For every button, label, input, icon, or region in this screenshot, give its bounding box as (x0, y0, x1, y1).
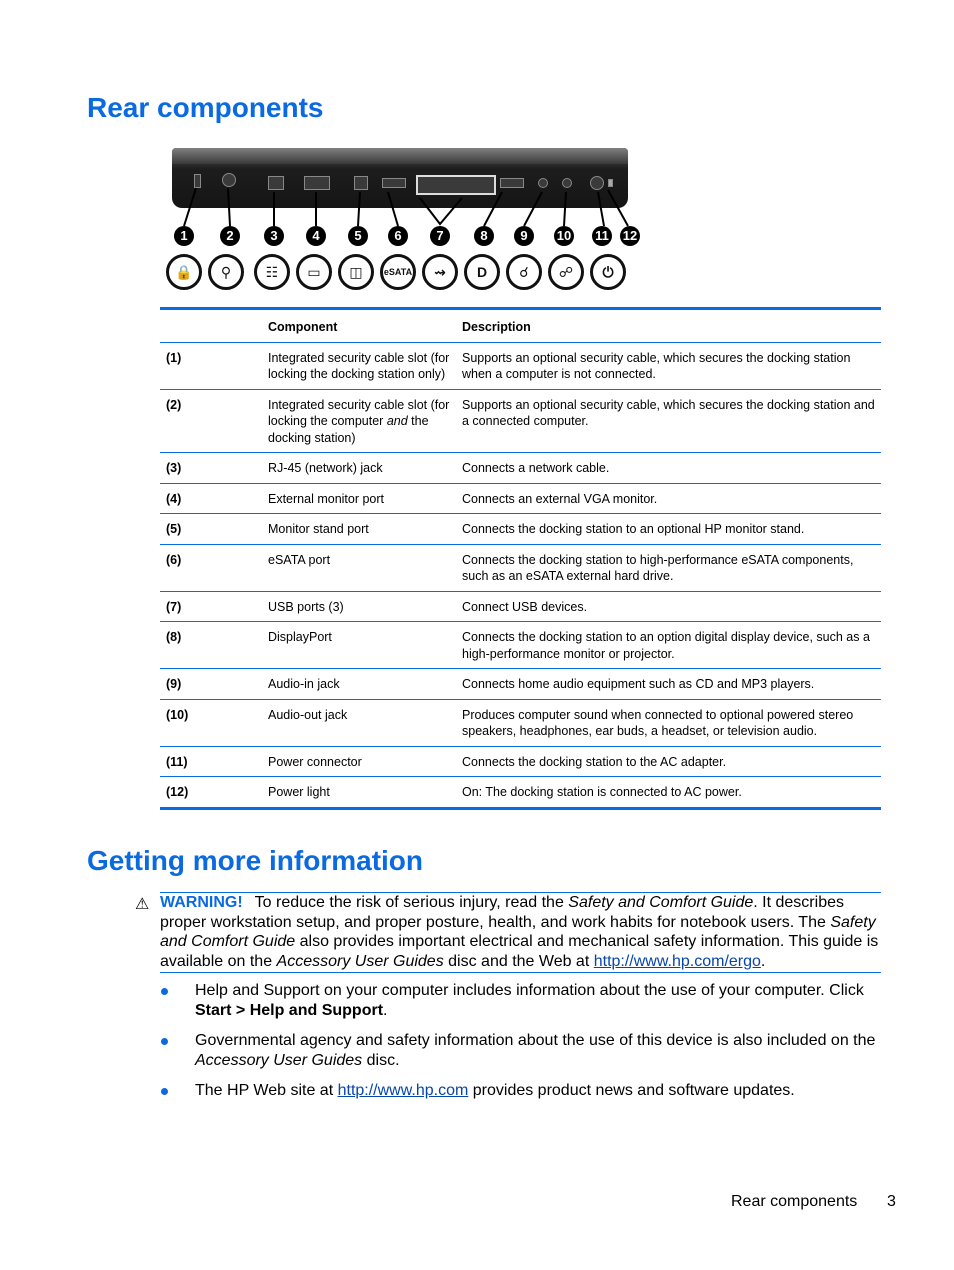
row-number: (9) (160, 669, 262, 700)
row-component: Monitor stand port (262, 514, 456, 545)
displayport-icon: D (464, 254, 500, 290)
table-header-number (160, 309, 262, 343)
table-row (160, 591, 881, 622)
row-component: Integrated security cable slot (for locking the computer and the docking station) (262, 389, 456, 453)
table-row (160, 746, 881, 777)
list-item: Governmental agency and safety information about the use of this device is also included on the Accessory User Guides disc. (160, 1031, 881, 1070)
callout-4: 4 (306, 226, 326, 246)
row-number: (10) (160, 699, 262, 746)
callout-3: 3 (264, 226, 284, 246)
table-row (160, 669, 881, 700)
key-lock-icon: ⚲ (208, 254, 244, 290)
row-component: Power light (262, 777, 456, 809)
table-row (160, 622, 881, 669)
callout-2: 2 (220, 226, 240, 246)
bullet-dot-icon (161, 1088, 168, 1095)
row-component: External monitor port (262, 483, 456, 514)
network-icon: ☷ (254, 254, 290, 290)
row-number: (2) (160, 389, 262, 453)
monitor-stand-icon: ◫ (338, 254, 374, 290)
audio-out-icon: ☍ (548, 254, 584, 290)
row-description: On: The docking station is connected to AC power. (456, 777, 881, 809)
row-description: Connects the docking station to an option digital display device, such as a high-performance monitor or projector. (456, 622, 881, 669)
table-row (160, 777, 881, 809)
row-description: Produces computer sound when connected to optional powered stereo speakers, headphones, ear buds, a headset, or television audio. (456, 699, 881, 746)
callout-1: 1 (174, 226, 194, 246)
row-component: Power connector (262, 746, 456, 777)
bullet-dot-icon (161, 988, 168, 995)
callout-8: 8 (474, 226, 494, 246)
list-item: The HP Web site at http://www.hp.com provides product news and software updates. (160, 1081, 881, 1101)
section-title-rear-components: Rear components (87, 92, 324, 123)
row-number: (1) (166, 350, 182, 365)
callout-5: 5 (348, 226, 368, 246)
bullet-dot-icon (161, 1038, 168, 1045)
row-component: eSATA port (262, 544, 456, 591)
row-description: Supports an optional security cable, which secures the docking station and a connected computer. (456, 389, 881, 453)
row-number: (5) (160, 514, 262, 545)
warning-triangle-icon: ⚠ (135, 896, 150, 913)
power-icon: ⏻ (590, 254, 626, 290)
callout-10: 10 (554, 226, 574, 246)
lock-icon: 🔒 (166, 254, 202, 290)
row-description: Connects a network cable. (456, 453, 881, 484)
row-component: DisplayPort (262, 622, 456, 669)
row-description: Supports an optional security cable, which secures the docking station when a computer is not connected. (462, 350, 851, 381)
list-item: Help and Support on your computer includes information about the use of your computer. Click Start > Help and Support. (160, 981, 881, 1020)
row-component: USB ports (3) (262, 591, 456, 622)
table-row (160, 483, 881, 514)
row-description: Connects the docking station to the AC adapter. (456, 746, 881, 777)
row-number: (4) (160, 483, 262, 514)
row-component: Audio-in jack (262, 669, 456, 700)
row-number: (8) (160, 622, 262, 669)
row-component: Integrated security cable slot (for locking the docking station only) (268, 350, 450, 381)
callout-11: 11 (592, 226, 612, 246)
row-description: Connects an external VGA monitor. (456, 483, 881, 514)
table-row (160, 389, 881, 453)
callout-6: 6 (388, 226, 408, 246)
row-number: (12) (160, 777, 262, 809)
page-number: 3 (887, 1193, 896, 1210)
table-row (160, 699, 881, 746)
warning-title: WARNING! (160, 894, 243, 911)
row-number: (11) (160, 746, 262, 777)
row-number: (6) (160, 544, 262, 591)
usb-icon: ⇝ (422, 254, 458, 290)
row-component: RJ-45 (network) jack (262, 453, 456, 484)
callout-9: 9 (514, 226, 534, 246)
row-description: Connects the docking station to high-performance eSATA components, such as an eSATA external hard drive. (456, 544, 881, 591)
rear-components-table (160, 307, 881, 810)
table-row (160, 514, 881, 545)
table-header-row (160, 309, 881, 343)
table-header-description: Description (456, 309, 881, 343)
docking-station-rear-photo (162, 140, 642, 300)
esata-icon: eSATA (380, 254, 416, 290)
hp-website-link[interactable]: http://www.hp.com (337, 1082, 469, 1099)
info-bullet-list (160, 981, 881, 1112)
row-number: (7) (160, 591, 262, 622)
row-description: Connects home audio equipment such as CD and MP3 players. (456, 669, 881, 700)
footer-section-label: Rear components (731, 1193, 858, 1210)
row-component: Audio-out jack (262, 699, 456, 746)
row-description: Connect USB devices. (456, 591, 881, 622)
row-number: (3) (160, 453, 262, 484)
callout-7: 7 (430, 226, 450, 246)
audio-in-icon: ☌ (506, 254, 542, 290)
table-row (160, 544, 881, 591)
monitor-icon: ▭ (296, 254, 332, 290)
callout-12: 12 (620, 226, 640, 246)
warning-note: WARNING! To reduce the risk of serious injury, read the Safety and Comfort Guide. It describes proper workstation setup, and proper posture, health, and work habits for notebook users. The Safety and Comfort Guide also provides important electrical and mechanical safety information. This guide is available on the Accessory User Guides disc and the Web at http://www.hp.com/ergo. (160, 892, 881, 973)
table-row (160, 342, 881, 389)
table-row (160, 453, 881, 484)
ergo-link[interactable]: http://www.hp.com/ergo (593, 952, 761, 970)
section-title-getting-more-information: Getting more information (87, 845, 423, 876)
table-header-component: Component (262, 309, 456, 343)
row-description: Connects the docking station to an optional HP monitor stand. (456, 514, 881, 545)
